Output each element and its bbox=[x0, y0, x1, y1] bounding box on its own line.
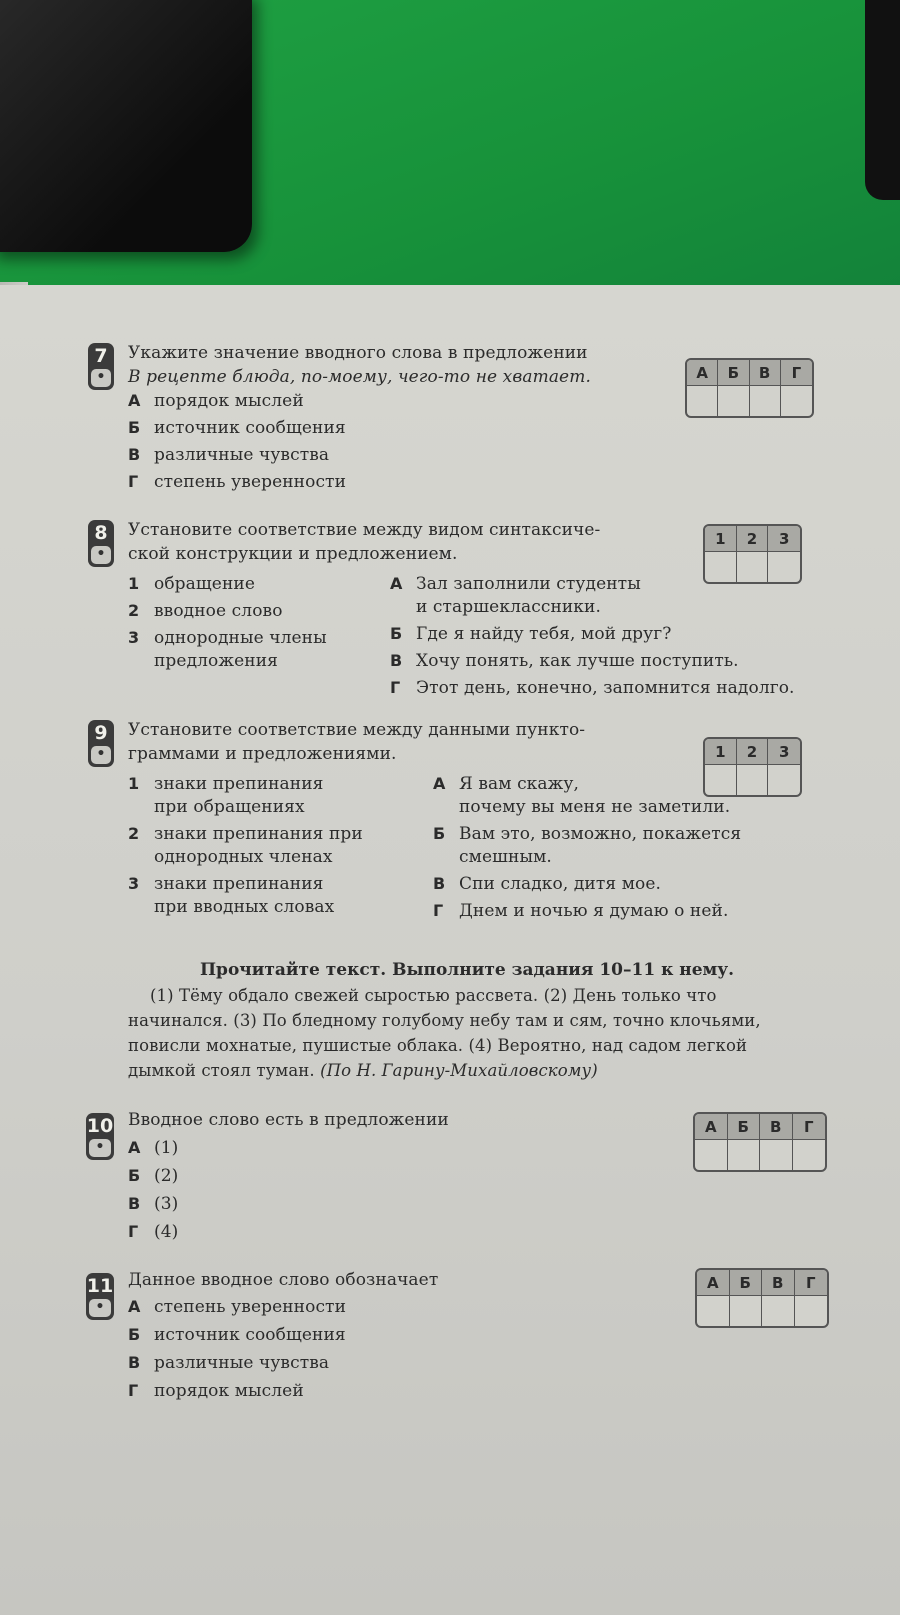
answer-grid bbox=[695, 1268, 829, 1328]
grid-header: 1 bbox=[705, 526, 737, 552]
option-b[interactable]: Б источник сообщения bbox=[128, 1325, 346, 1345]
answer-cell[interactable] bbox=[737, 552, 769, 582]
answer-cell[interactable] bbox=[737, 765, 769, 795]
question-text: ской конструкции и предложением. bbox=[128, 544, 458, 564]
grid-header: Г bbox=[793, 1114, 826, 1140]
left-item-1: 1 обращение bbox=[128, 574, 255, 594]
answer-cell[interactable] bbox=[781, 386, 812, 416]
left-item-1-cont: при обращениях bbox=[154, 797, 305, 817]
right-item-g: Г Этот день, конечно, запомнится надолго. bbox=[390, 678, 795, 698]
answer-grid bbox=[685, 358, 814, 418]
task-number-badge: 9 • bbox=[88, 720, 114, 767]
answer-cell[interactable] bbox=[795, 1296, 828, 1326]
right-item-a: А Зал заполнили студенты bbox=[390, 574, 641, 594]
answer-cell[interactable] bbox=[760, 1140, 793, 1170]
answer-cell[interactable] bbox=[768, 765, 800, 795]
right-item-a-cont: почему вы меня не заметили. bbox=[459, 797, 731, 817]
left-item-2: 2 знаки препинания при bbox=[128, 824, 363, 844]
grid-header: А bbox=[695, 1114, 728, 1140]
grid-header: А bbox=[687, 360, 718, 386]
answer-cell[interactable] bbox=[762, 1296, 795, 1326]
question-text: Данное вводное слово обозначает bbox=[128, 1270, 439, 1290]
grid-header: Б bbox=[728, 1114, 761, 1140]
question-text: Установите соответствие между данными пункто- bbox=[128, 720, 586, 740]
question-text: Установите соответствие между видом синтаксиче- bbox=[128, 520, 601, 540]
right-item-v: В Спи сладко, дитя мое. bbox=[433, 874, 662, 894]
task-number-badge: 8 • bbox=[88, 520, 114, 567]
task-number-badge: 10 • bbox=[86, 1113, 114, 1160]
answer-cell[interactable] bbox=[697, 1296, 730, 1326]
right-item-b-cont: смешным. bbox=[459, 847, 552, 867]
grid-header: 1 bbox=[705, 739, 737, 765]
grid-header: Г bbox=[781, 360, 812, 386]
answer-cell[interactable] bbox=[730, 1296, 763, 1326]
option-v[interactable]: В различные чувства bbox=[128, 1353, 330, 1373]
answer-cell[interactable] bbox=[705, 552, 737, 582]
reading-heading: Прочитайте текст. Выполните задания 10–11 к нему. bbox=[200, 960, 735, 980]
task-number-badge: 11 • bbox=[86, 1273, 114, 1320]
smartphone-object bbox=[0, 0, 252, 252]
answer-grid bbox=[703, 524, 802, 584]
left-item-2: 2 вводное слово bbox=[128, 601, 283, 621]
right-item-b: Б Где я найду тебя, мой друг? bbox=[390, 624, 672, 644]
answer-cell[interactable] bbox=[768, 552, 800, 582]
grid-header: Б bbox=[730, 1270, 763, 1296]
answer-cell[interactable] bbox=[705, 765, 737, 795]
option-g[interactable]: Г степень уверенности bbox=[128, 472, 346, 492]
option-g[interactable]: Г порядок мыслей bbox=[128, 1381, 304, 1401]
answer-cell[interactable] bbox=[695, 1140, 728, 1170]
left-item-3: 3 знаки препинания bbox=[128, 874, 324, 894]
answer-cell[interactable] bbox=[728, 1140, 761, 1170]
option-a[interactable]: А степень уверенности bbox=[128, 1297, 346, 1317]
grid-header: 2 bbox=[737, 526, 769, 552]
left-item-2-cont: однородных членах bbox=[154, 847, 333, 867]
dark-object-right bbox=[865, 0, 900, 200]
grid-header: 2 bbox=[737, 739, 769, 765]
option-b[interactable]: Б (2) bbox=[128, 1166, 179, 1186]
reading-line: дымкой стоял туман. (По Н. Гарину-Михайловскому) bbox=[128, 1061, 598, 1080]
option-v[interactable]: В (3) bbox=[128, 1194, 179, 1214]
left-item-3-cont: при вводных словах bbox=[154, 897, 335, 917]
reading-line: начинался. (3) По бледному голубому небу там и сям, точно клочьями, bbox=[128, 1011, 761, 1030]
answer-cell[interactable] bbox=[750, 386, 781, 416]
answer-grid bbox=[693, 1112, 827, 1172]
answer-cell[interactable] bbox=[718, 386, 749, 416]
right-item-a-cont: и старшеклассники. bbox=[416, 597, 601, 617]
option-v[interactable]: В различные чувства bbox=[128, 445, 330, 465]
question-text: Вводное слово есть в предложении bbox=[128, 1110, 449, 1130]
left-item-3-cont: предложения bbox=[154, 651, 278, 671]
option-a[interactable]: А (1) bbox=[128, 1138, 179, 1158]
answer-cell[interactable] bbox=[687, 386, 718, 416]
grid-header: А bbox=[697, 1270, 730, 1296]
reading-line: (1) Тёму обдало свежей сыростью рассвета. (2) День только что bbox=[150, 986, 717, 1005]
answer-grid bbox=[703, 737, 802, 797]
reading-line: повисли мохнатые, пушистые облака. (4) Вероятно, над садом легкой bbox=[128, 1036, 748, 1055]
left-item-3: 3 однородные члены bbox=[128, 628, 327, 648]
grid-header: 3 bbox=[768, 739, 800, 765]
reading-source: (По Н. Гарину-Михайловскому) bbox=[320, 1061, 598, 1080]
grid-header: Б bbox=[718, 360, 749, 386]
right-item-g: Г Днем и ночью я думаю о ней. bbox=[433, 901, 729, 921]
grid-header: В bbox=[760, 1114, 793, 1140]
option-b[interactable]: Б источник сообщения bbox=[128, 418, 346, 438]
grid-header: В bbox=[750, 360, 781, 386]
option-g[interactable]: Г (4) bbox=[128, 1222, 179, 1242]
answer-cell[interactable] bbox=[793, 1140, 826, 1170]
question-text: граммами и предложениями. bbox=[128, 744, 397, 764]
right-item-a: А Я вам скажу, bbox=[433, 774, 579, 794]
task-number-badge: 7 • bbox=[88, 343, 114, 390]
grid-header: В bbox=[762, 1270, 795, 1296]
grid-header: 3 bbox=[768, 526, 800, 552]
right-item-v: В Хочу понять, как лучше поступить. bbox=[390, 651, 739, 671]
question-text: Укажите значение вводного слова в предложении bbox=[128, 343, 588, 363]
left-item-1: 1 знаки препинания bbox=[128, 774, 324, 794]
right-item-b: Б Вам это, возможно, покажется bbox=[433, 824, 742, 844]
grid-header: Г bbox=[795, 1270, 828, 1296]
option-a[interactable]: А порядок мыслей bbox=[128, 391, 304, 411]
example-sentence: В рецепте блюда, по-моему, чего-то не хватает. bbox=[128, 367, 591, 387]
